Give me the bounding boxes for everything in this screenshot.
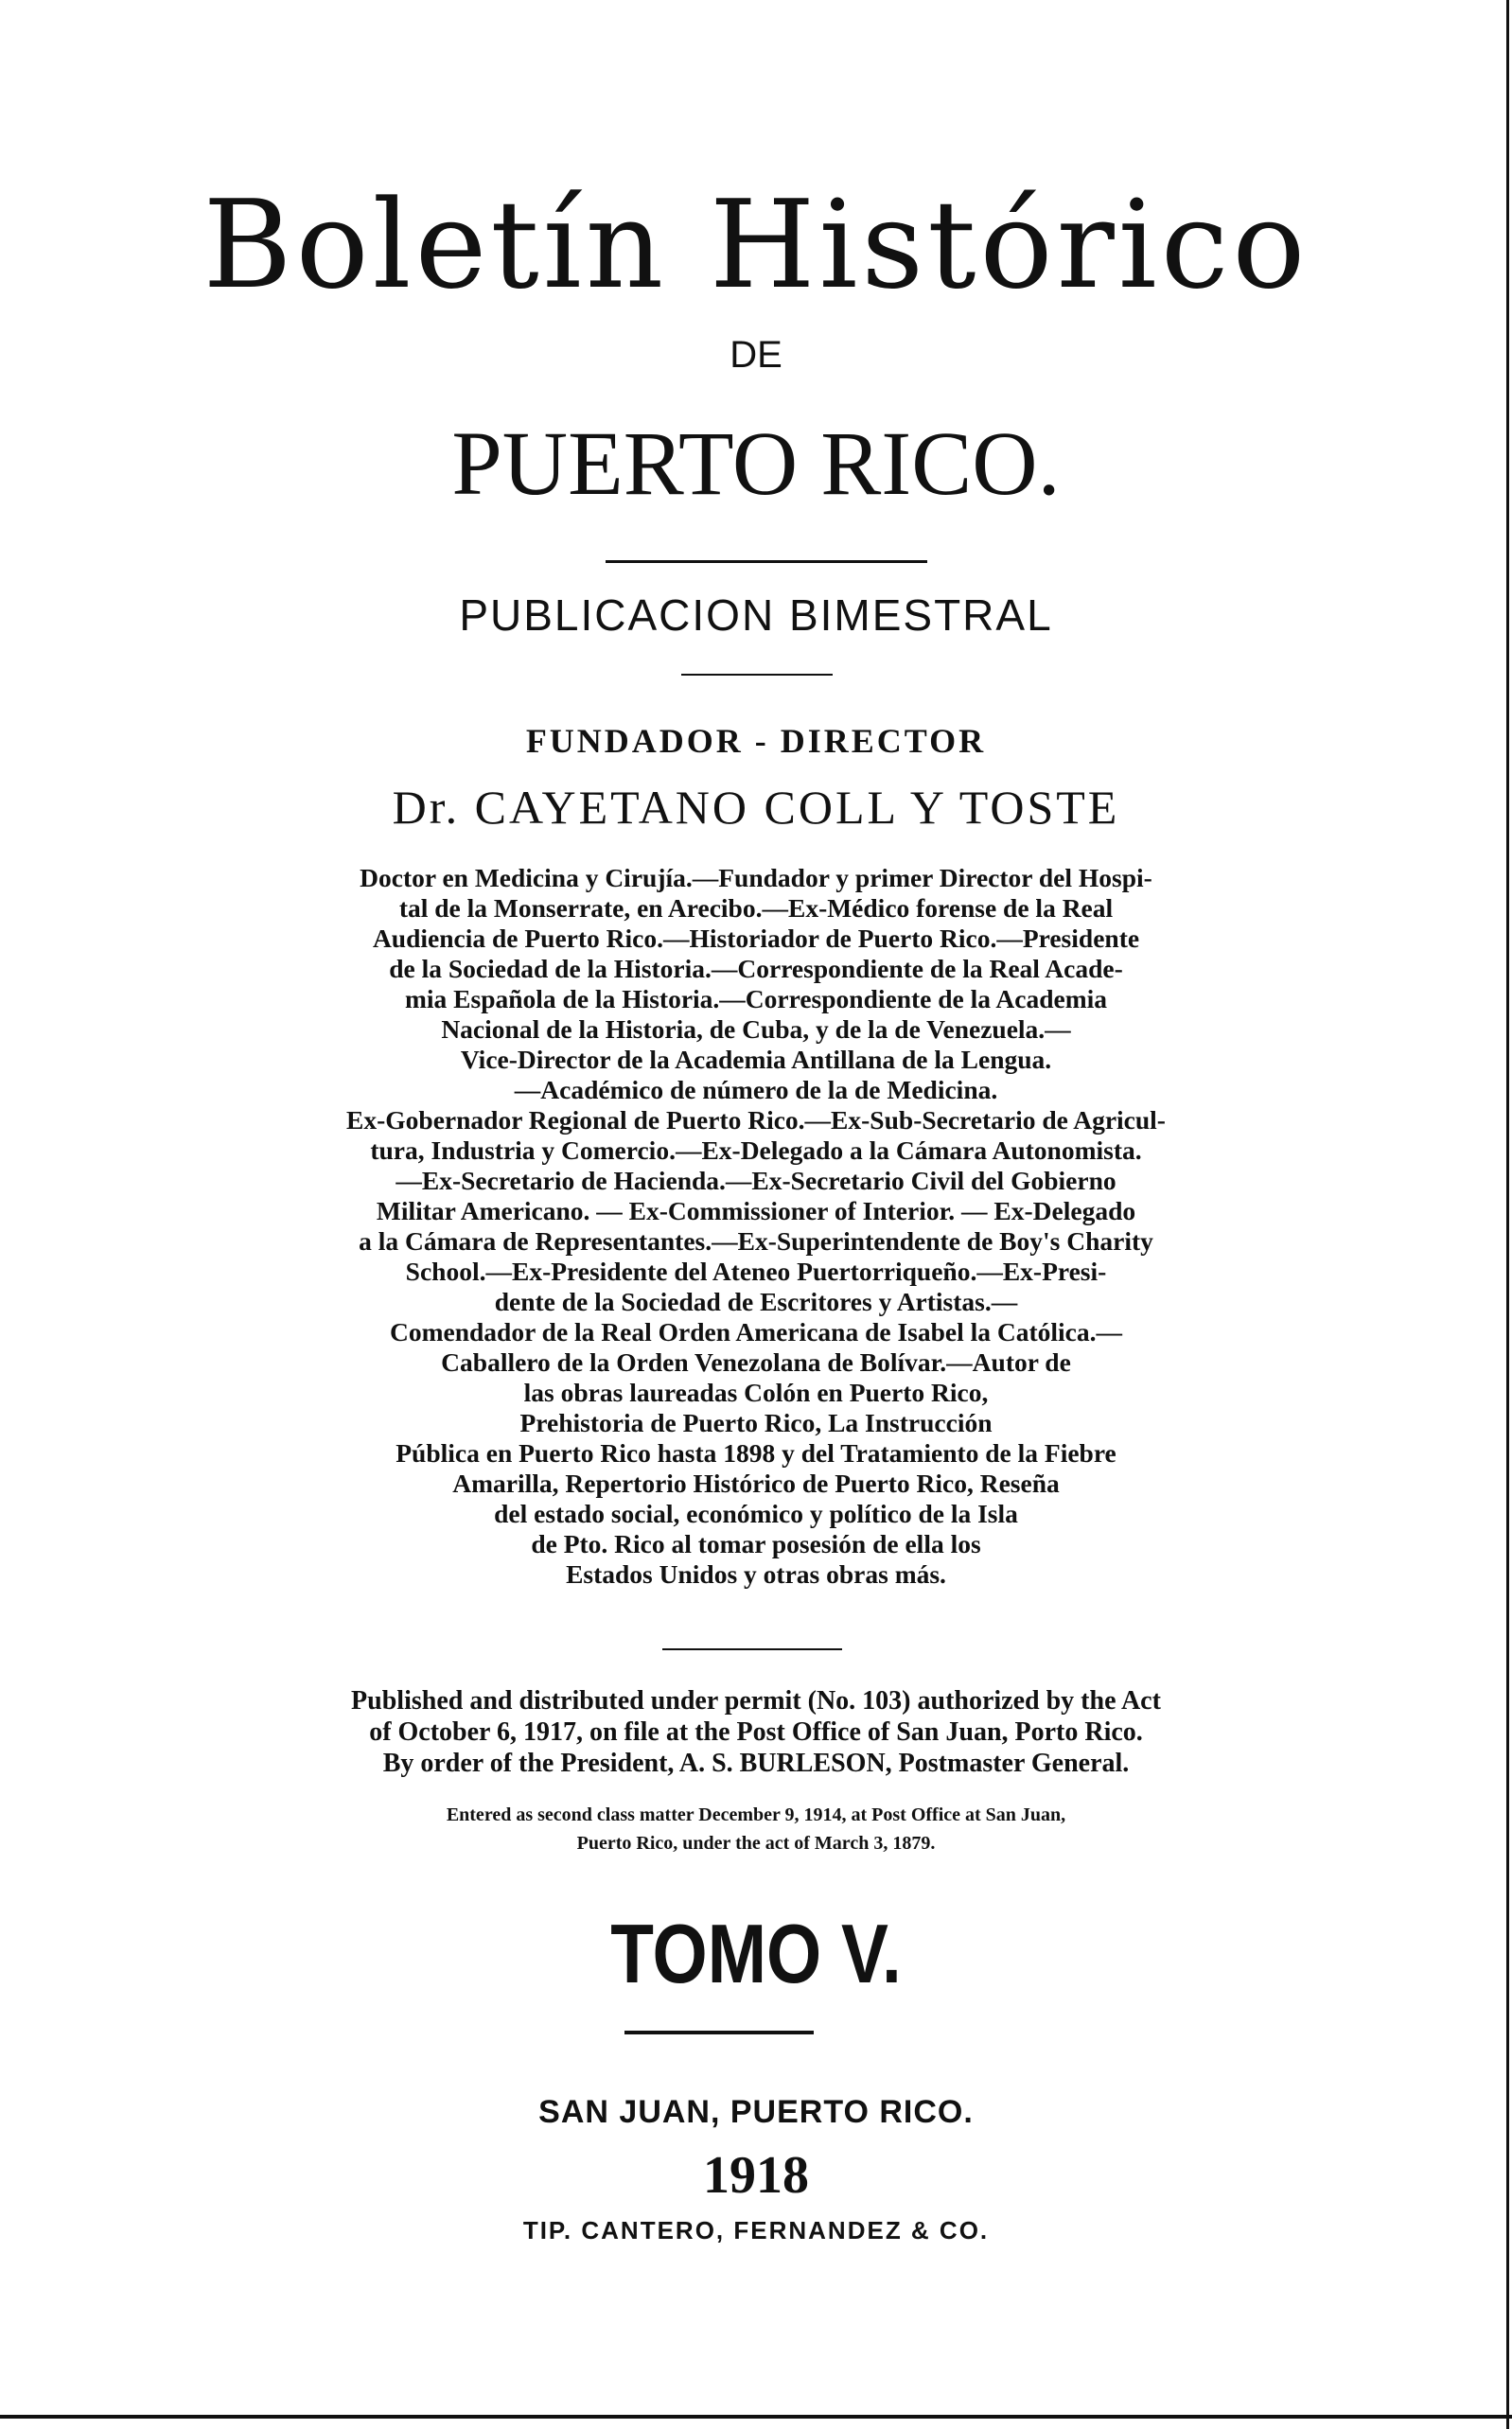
bio-line: de la Sociedad de la Historia.—Correspondiente de la Real Acade- bbox=[389, 954, 1123, 983]
founder-label: FUNDADOR - DIRECTOR bbox=[525, 722, 987, 760]
divider-rule bbox=[681, 674, 833, 676]
entered-line: Puerto Rico, under the act of March 3, 1879. bbox=[576, 1833, 936, 1854]
publication-city: SAN JUAN, PUERTO RICO. bbox=[538, 2094, 974, 2130]
bio-line: del estado social, económico y político de la Isla bbox=[494, 1499, 1018, 1528]
page-edge-rule bbox=[1506, 0, 1509, 2429]
publication-frequency: PUBLICACION BIMESTRAL bbox=[459, 590, 1053, 640]
journal-title: Boletín Histórico bbox=[202, 175, 1310, 316]
bio-line: Pública en Puerto Rico hasta 1898 y del Tratamiento de la Fiebre bbox=[396, 1438, 1116, 1468]
bio-line: Estados Unidos y otras obras más. bbox=[566, 1559, 946, 1589]
permit-line: of October 6, 1917, on file at the Post Office of San Juan, Porto Rico. bbox=[369, 1717, 1143, 1747]
divider-rule bbox=[662, 1648, 842, 1650]
permit-line: By order of the President, A. S. BURLESON, Postmaster General. bbox=[382, 1749, 1130, 1778]
founder-name: Dr. CAYETANO COLL Y TOSTE bbox=[392, 781, 1120, 834]
bio-line: Militar Americano. — Ex-Commissioner of Interior. — Ex-Delegado bbox=[376, 1196, 1136, 1225]
volume-number: TOMO V. bbox=[610, 1907, 902, 2000]
bio-line: Prehistoria de Puerto Rico, La Instrucción bbox=[519, 1408, 993, 1437]
bio-line: las obras laureadas Colón en Puerto Rico, bbox=[523, 1378, 989, 1407]
bio-line: a la Cámara de Representantes.—Ex-Superintendente de Boy's Charity bbox=[359, 1226, 1153, 1256]
bio-line: tal de la Monserrate, en Arecibo.—Ex-Médico forense de la Real bbox=[398, 893, 1114, 923]
page-edge-rule bbox=[0, 2415, 1512, 2419]
bio-line: Ex-Gobernador Regional de Puerto Rico.—Ex-Sub-Secretario de Agricul- bbox=[346, 1105, 1166, 1135]
title-connector: DE bbox=[730, 334, 782, 376]
permit-line: Published and distributed under permit (No. 103) authorized by the Act bbox=[351, 1686, 1161, 1716]
bio-line: dente de la Sociedad de Escritores y Artistas.— bbox=[494, 1287, 1018, 1316]
bio-line: Caballero de la Orden Venezolana de Bolívar.—Autor de bbox=[441, 1347, 1071, 1377]
bio-line: mia Española de la Historia.—Correspondiente de la Academia bbox=[404, 984, 1107, 1013]
divider-rule bbox=[624, 2031, 814, 2034]
divider-rule bbox=[606, 560, 927, 563]
printer-name: TIP. CANTERO, FERNANDEZ & CO. bbox=[522, 2216, 990, 2244]
bio-line: Doctor en Medicina y Cirujía.—Fundador y primer Director del Hospi- bbox=[360, 863, 1152, 892]
bio-line: —Ex-Secretario de Hacienda.—Ex-Secretario Civil del Gobierno bbox=[396, 1166, 1116, 1195]
bio-line: —Académico de número de la de Medicina. bbox=[514, 1075, 998, 1104]
bio-line: Amarilla, Repertorio Histórico de Puerto Rico, Reseña bbox=[452, 1469, 1060, 1498]
bio-line: Audiencia de Puerto Rico.—Historiador de Puerto Rico.—Presidente bbox=[372, 924, 1140, 953]
title-place: PUERTO RICO. bbox=[451, 413, 1061, 514]
bio-line: Comendador de la Real Orden Americana de Isabel la Católica.— bbox=[389, 1317, 1123, 1347]
bio-line: School.—Ex-Presidente del Ateneo Puertorriqueño.—Ex-Presi- bbox=[405, 1257, 1107, 1286]
bio-line: tura, Industria y Comercio.—Ex-Delegado a la Cámara Autonomista. bbox=[370, 1135, 1142, 1165]
entered-line: Entered as second class matter December 9, 1914, at Post Office at San Juan, bbox=[446, 1804, 1066, 1825]
bio-line: Nacional de la Historia, de Cuba, y de la de Venezuela.— bbox=[441, 1014, 1071, 1044]
bio-line: Vice-Director de la Academia Antillana de la Lengua. bbox=[460, 1045, 1052, 1074]
bio-line: de Pto. Rico al tomar posesión de ella los bbox=[531, 1529, 981, 1558]
publication-year: 1918 bbox=[703, 2146, 809, 2205]
